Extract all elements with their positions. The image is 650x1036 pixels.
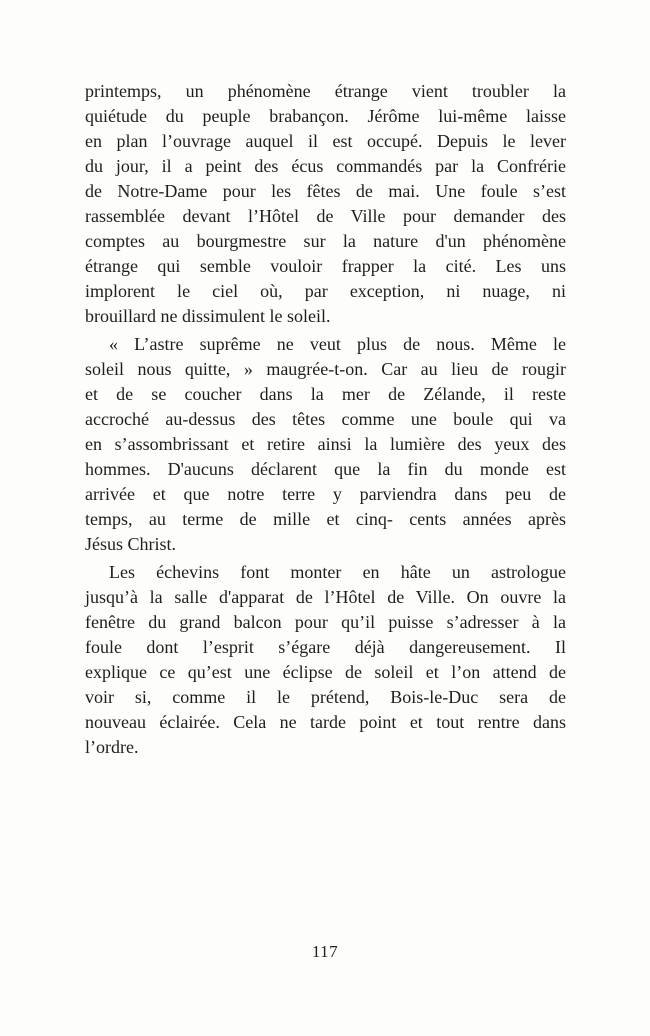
text-block bbox=[85, 79, 566, 760]
paragraph-3 bbox=[85, 560, 566, 760]
text-line: printemps, un phénomène étrange vient troubler la bbox=[85, 81, 566, 101]
text-line: et de se coucher dans la mer de Zélande, il reste bbox=[85, 384, 566, 404]
text-line: implorent le ciel où, par exception, ni nuage, ni bbox=[85, 281, 566, 301]
text-line: rassemblée devant l’Hôtel de Ville pour demander des bbox=[85, 206, 566, 226]
text-line: brouillard ne dissimulent le soleil. bbox=[85, 306, 331, 326]
text-line: hommes. D'aucuns déclarent que la fin du monde est bbox=[85, 459, 566, 479]
text-line: comptes au bourgmestre sur la nature d'un phénomène bbox=[85, 231, 566, 251]
text-line: foule dont l’esprit s’égare déjà dangereusement. Il bbox=[85, 637, 566, 657]
text-line: jusqu’à la salle d'apparat de l’Hôtel de Ville. On ouvre la bbox=[85, 587, 566, 607]
text-line: du jour, il a peint des écus commandés par la Confrérie bbox=[85, 156, 566, 176]
text-line: soleil nous quitte, » maugrée-t-on. Car au lieu de rougir bbox=[85, 359, 566, 379]
text-line: quiétude du peuple brabançon. Jérôme lui-même laisse bbox=[85, 106, 566, 126]
text-line: voir si, comme il le prétend, Bois-le-Duc sera de bbox=[85, 687, 566, 707]
page-number: 117 bbox=[311, 942, 339, 961]
paragraph-1 bbox=[85, 79, 566, 329]
text-line: accroché au-dessus des têtes comme une boule qui va bbox=[85, 409, 566, 429]
text-line: étrange qui semble vouloir frapper la cité. Les uns bbox=[85, 256, 566, 276]
text-line: en plan l’ouvrage auquel il est occupé. Depuis le lever bbox=[85, 131, 566, 151]
text-line: en s’assombrissant et retire ainsi la lumière des yeux des bbox=[85, 434, 566, 454]
text-line: « L’astre suprême ne veut plus de nous. Même le bbox=[109, 334, 566, 354]
text-line: Jésus Christ. bbox=[85, 534, 177, 554]
paragraph-2 bbox=[85, 332, 566, 557]
text-line: Les échevins font monter en hâte un astrologue bbox=[109, 562, 566, 582]
text-line: arrivée et que notre terre y parviendra dans peu de bbox=[85, 484, 566, 504]
text-line: temps, au terme de mille et cinq- cents années après bbox=[85, 509, 566, 529]
text-line: l’ordre. bbox=[85, 737, 139, 757]
text-line: explique ce qu’est une éclipse de soleil et l’on attend de bbox=[85, 662, 566, 682]
text-line: de Notre-Dame pour les fêtes de mai. Une foule s’est bbox=[85, 181, 566, 201]
text-line: fenêtre du grand balcon pour qu’il puisse s’adresser à la bbox=[85, 612, 566, 632]
text-line: nouveau éclairée. Cela ne tarde point et tout rentre dans bbox=[85, 712, 566, 732]
